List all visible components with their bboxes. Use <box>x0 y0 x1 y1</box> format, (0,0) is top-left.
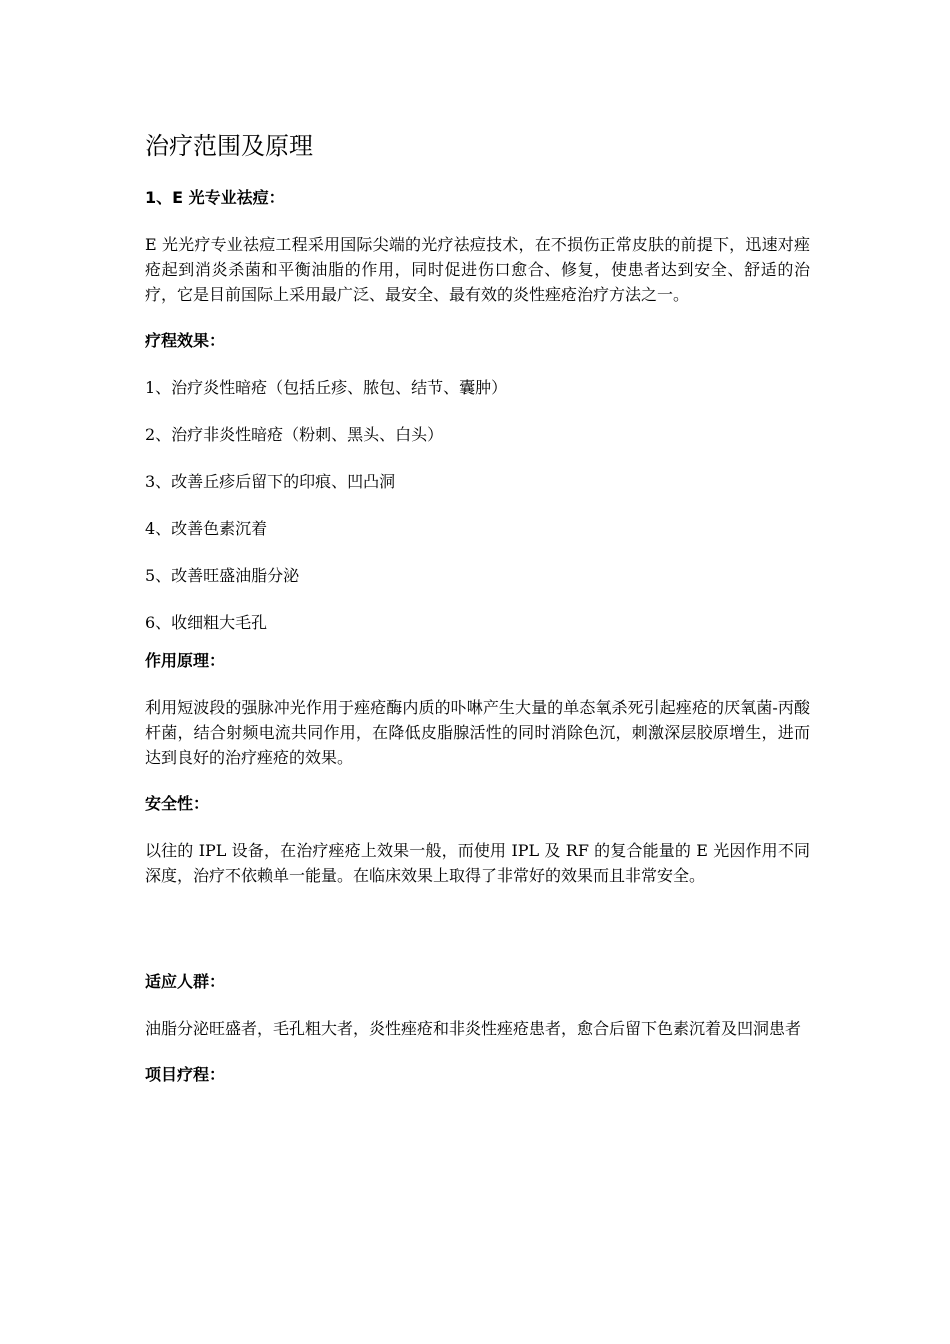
audience-paragraph: 油脂分泌旺盛者，毛孔粗大者，炎性痤疮和非炎性痤疮患者，愈合后留下色素沉着及凹洞患者 <box>145 1019 802 1038</box>
document-title: 治疗范围及原理 <box>145 132 313 160</box>
list-item: 6、收细粗大毛孔 <box>145 613 268 632</box>
list-item: 2、治疗非炎性暗疮（粉刺、黑头、白头） <box>145 425 444 444</box>
section-heading-effects: 疗程效果： <box>145 331 226 350</box>
document-page <box>145 128 810 1109</box>
intro-paragraph: E 光光疗专业祛痘工程采用国际尖端的光疗祛痘技术，在不损伤正常皮肤的前提下，迅速对痤疮起到消炎杀菌和平衡油脂的作用，同时促进伤口愈合、修复，使患者达到安全、舒适的治疗，它是目前国际上采用最广泛、最安全、最有效的炎性痤疮治疗方法之一。 <box>145 235 810 304</box>
list-item: 1、治疗炎性暗疮（包括丘疹、脓包、结节、囊肿） <box>145 378 508 397</box>
section-heading-principle: 作用原理： <box>145 651 226 670</box>
section-heading-course: 项目疗程： <box>145 1065 226 1084</box>
safety-paragraph: 以往的 IPL 设备，在治疗痤疮上效果一般，而使用 IPL 及 RF 的复合能量的 E 光因作用不同深度，治疗不依赖单一能量。在临床效果上取得了非常好的效果而且非常安全。 <box>145 841 810 885</box>
section-heading-safety: 安全性： <box>145 794 210 813</box>
section-heading-acne: 1、E 光专业祛痘： <box>145 188 285 207</box>
list-item: 5、改善旺盛油脂分泌 <box>145 566 300 585</box>
effects-list <box>145 375 810 635</box>
blank-space <box>145 910 810 970</box>
section-heading-audience: 适应人群： <box>145 972 226 991</box>
list-item: 3、改善丘疹后留下的印痕、凹凸洞 <box>145 472 396 491</box>
principle-paragraph: 利用短波段的强脉冲光作用于痤疮酶内质的卟啉产生大量的单态氧杀死引起痤疮的厌氧菌-丙酸杆菌，结合射频电流共同作用，在降低皮脂腺活性的同时消除色沉，刺激深层胶原增生，进而达到良好的治疗痤疮的效果。 <box>145 698 810 767</box>
list-item: 4、改善色素沉着 <box>145 519 268 538</box>
